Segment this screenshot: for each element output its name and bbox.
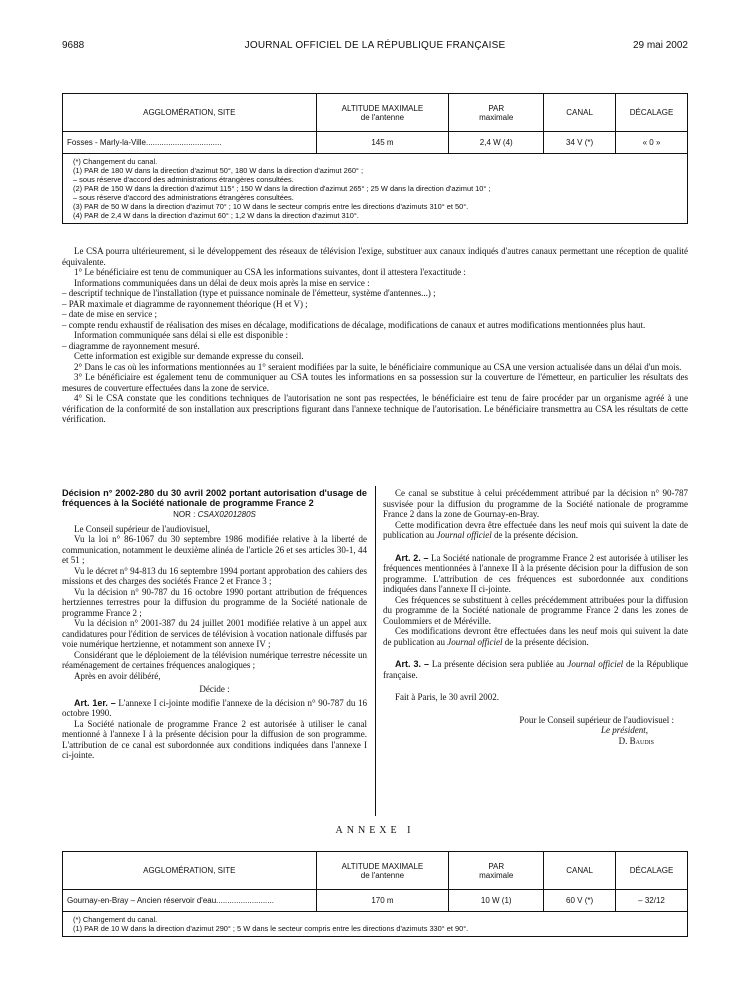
- decision-right-column: [383, 488, 688, 746]
- paragraph: 3° Le bénéficiaire est également tenu de communiquer au CSA toutes les informations en sa possession sur la couverture de l'émetteur, en particulier les résultats des mesures de couverture effectuées dans la zone de service.: [62, 372, 688, 393]
- paragraph: Ces modifications devront être effectuées dans les neuf mois qui suivent la date de publication au Journal officiel de la présente décision.: [383, 626, 688, 647]
- header-canal: CANAL: [544, 852, 616, 890]
- table-row: [63, 890, 688, 912]
- cell-site: Fosses - Marly-la-Ville..................................: [63, 132, 317, 154]
- table-note: (1) PAR de 10 W dans la direction d'azimut 290° ; 5 W dans le secteur compris entre les directions d'azimuts 330° et 90°.: [73, 924, 469, 933]
- paragraph: Le Conseil supérieur de l'audiovisuel,: [74, 523, 210, 534]
- header-decalage: DÉCALAGE: [616, 852, 688, 890]
- paragraph: Cette information est exigible sur demande expresse du conseil.: [74, 351, 304, 361]
- table-notes: [62, 154, 688, 224]
- cell-site: Gournay-en-Bray – Ancien réservoir d'eau..........................: [63, 890, 317, 912]
- paragraph: 4° Si le CSA constate que les conditions techniques de l'autorisation ne sont pas respectées, le bénéficiaire est tenu de faire procéder par un organisme agréé à une vérification de la conformité de son installation aux prescriptions figurant dans l'annexe technique de l'autorisation. Le bénéficiaire transmettra au CSA les résultats de cette vérification.: [62, 393, 688, 424]
- header-decalage: DÉCALAGE: [616, 94, 688, 132]
- paragraph: Vu la loi n° 86-1067 du 30 septembre 1986 modifiée relative à la liberté de communication, notamment le deuxième alinéa de l'article 26 et ses articles 30-1, 44 et 51 ;: [62, 534, 367, 565]
- article-label: Art. 3. –: [395, 659, 430, 669]
- article-2: Art. 2. – La Société nationale de programme France 2 est autorisée à utiliser les fréquences mentionnées à l'annexe II à la présente décision pour la diffusion de son programme. L'attribution de ces fréquences est subordonnée aux conditions indiquées dans l'annexe II ci-jointe.: [383, 552, 689, 594]
- table-row: [63, 132, 688, 154]
- cell-altitude: 170 m: [316, 890, 449, 912]
- bullet-item: – PAR maximale et diagramme de rayonnement théorique (H et V) ;: [62, 298, 308, 309]
- nor-code: CSAX0201280S: [197, 510, 256, 519]
- page-header: [62, 40, 688, 56]
- paragraph: Le CSA pourra ultérieurement, si le développement des réseaux de télévision l'exige, substituer aux canaux indiqués d'autres canaux permettant une réception de qualité équivalente.: [62, 246, 688, 267]
- paragraph: La Société nationale de programme France 2 est autorisée à utiliser le canal mentionné à l'annexe I à la présente décision pour la diffusion de son programme. L'attribution de ce canal est subordonnée aux conditions indiquées dans l'annexe I ci-jointe.: [62, 718, 367, 760]
- header-altitude: ALTITUDE MAXIMALE de l'antenne: [316, 852, 449, 890]
- cell-altitude: 145 m: [316, 132, 449, 154]
- place-date: Fait à Paris, le 30 avril 2002.: [395, 692, 499, 702]
- table-header-row: [63, 852, 688, 890]
- signatory-name: D. Baudis: [618, 735, 654, 746]
- table-note: (1) PAR de 180 W dans la direction d'azimut 50°, 180 W dans la direction d'azimut 260° ;: [73, 166, 363, 175]
- signature-intro: Pour le Conseil supérieur de l'audiovisuel :: [519, 714, 674, 725]
- top-frequency-table: [62, 93, 688, 224]
- paragraph: 1° Le bénéficiaire est tenu de communiquer au CSA les informations suivantes, dont il attestera l'exactitude :: [74, 267, 466, 277]
- header-site: AGGLOMÉRATION, SITE: [63, 94, 317, 132]
- bullet-item: – descriptif technique de l'installation (type et puissance nominale de l'émetteur, système d'antennes...) ;: [62, 288, 436, 298]
- article-1: Art. 1er. – L'annexe I ci-jointe modifie l'annexe de la décision n° 90-787 du 16 octobre 1990.: [62, 697, 367, 718]
- decision-left-column: [62, 488, 367, 761]
- table-header-row: [63, 94, 688, 132]
- journal-title: JOURNAL OFFICIEL DE LA RÉPUBLIQUE FRANÇAISE: [244, 40, 506, 51]
- table-note: (4) PAR de 2,4 W dans la direction d'azimut 60° ; 1,2 W dans la direction d'azimut 310°.: [73, 211, 359, 220]
- paragraph: Vu la décision n° 90-787 du 16 octobre 1990 portant attribution de fréquences hertziennes terrestres pour la diffusion du programme de la Société nationale de programme France 2 ;: [62, 586, 367, 618]
- bullet-item: – compte rendu exhaustif de réalisation des mises en décalage, modifications de décalage, modifications de canaux et autres modifications mentionnées plus haut.: [62, 319, 646, 330]
- cell-decalage: « 0 »: [616, 132, 688, 154]
- page-number: 9688: [62, 40, 85, 51]
- paragraph: Considérant que le déploiement de la télévision numérique terrestre nécessite un réaménagement de certaines fréquences analogiques ;: [62, 649, 367, 670]
- annexe-title: ANNEXE I: [335, 825, 415, 836]
- header-altitude: ALTITUDE MAXIMALE de l'antenne: [316, 94, 449, 132]
- paragraph: Ce canal se substitue à celui précédemment attribué par la décision n° 90-787 susvisée pour la diffusion du programme de la Société nationale de programme France 2 dans la zone de Gournay-en-Bray.: [383, 488, 688, 519]
- cell-par: 2,4 W (4): [449, 132, 544, 154]
- header-canal: CANAL: [544, 94, 616, 132]
- article-label: Art. 1er. –: [74, 697, 116, 708]
- article-3: Art. 3. – La présente décision sera publiée au Journal officiel de la République française.: [383, 659, 688, 680]
- table-note: – sous réserve d'accord des administrations étrangères consultées.: [73, 193, 294, 202]
- decision-title: Décision n° 2002-280 du 30 avril 2002 portant autorisation d'usage de fréquences à la Société nationale de programme France 2: [62, 488, 367, 508]
- cell-canal: 60 V (*): [544, 890, 616, 912]
- cell-canal: 34 V (*): [544, 132, 616, 154]
- paragraph: Ces fréquences se substituent à celles précédemment attribuées pour la diffusion du programme de la Société nationale de programme France 2 dans les zones de Coulommiers et de Méréville.: [383, 594, 688, 626]
- table-note: (2) PAR de 150 W dans la direction d'azimut 115° ; 150 W dans la direction d'azimut 265° ; 25 W dans la direction d'azimut 10° ;: [73, 184, 491, 193]
- table-note: (*) Changement du canal.: [73, 157, 158, 166]
- annexe-frequency-table: [62, 851, 688, 937]
- table-notes: [62, 912, 688, 937]
- article-label: Art. 2. –: [395, 552, 429, 563]
- cell-par: 10 W (1): [449, 890, 544, 912]
- paragraph: Information communiquée sans délai si elle est disponible :: [74, 330, 288, 340]
- paragraph: Vu le décret n° 94-813 du 16 septembre 1994 portant approbation des cahiers des missions et des charges des sociétés France 2 et France 3 ;: [62, 565, 367, 586]
- paragraph: Informations communiquées dans un délai de deux mois après la mise en service :: [74, 277, 370, 288]
- paragraph: 2° Dans le cas où les informations mentionnées au 1° seraient modifiées par la suite, le bénéficiaire communique au CSA une version actualisée dans un délai d'un mois.: [74, 361, 682, 372]
- table-note: – sous réserve d'accord des administrations étrangères consultées.: [73, 175, 294, 184]
- signatory-role: Le président,: [601, 725, 648, 735]
- column-divider: [375, 486, 376, 816]
- decide-heading: Décide :: [199, 684, 230, 694]
- paragraph: Vu la décision n° 2001-387 du 24 juillet 2001 modifiée relative à un appel aux candidatures pour l'édition de services de télévision à vocation nationale diffusés par voie numérique hertzienne, et notamment son annexe IV ;: [62, 618, 367, 649]
- paragraph: Après en avoir délibéré,: [74, 670, 161, 681]
- publication-date: 29 mai 2002: [632, 40, 688, 51]
- intro-text: [62, 246, 688, 425]
- bullet-item: – date de mise en service ;: [62, 309, 157, 319]
- cell-decalage: – 32/12: [616, 890, 688, 912]
- header-par: PAR maximale: [449, 94, 544, 132]
- bullet-item: – diagramme de rayonnement mesuré.: [62, 340, 200, 351]
- table-note: (3) PAR de 50 W dans la direction d'azimut 70° ; 10 W dans le secteur compris entre les directions d'azimuts 310° et 50°.: [73, 202, 469, 211]
- header-par: PAR maximale: [449, 852, 544, 890]
- table-note: (*) Changement du canal.: [73, 915, 158, 924]
- nor-reference: NOR : CSAX0201280S: [173, 510, 256, 519]
- header-site: AGGLOMÉRATION, SITE: [63, 852, 317, 890]
- paragraph: Cette modification devra être effectuée dans les neuf mois qui suivent la date de publication au Journal officiel de la présente décision.: [383, 519, 688, 540]
